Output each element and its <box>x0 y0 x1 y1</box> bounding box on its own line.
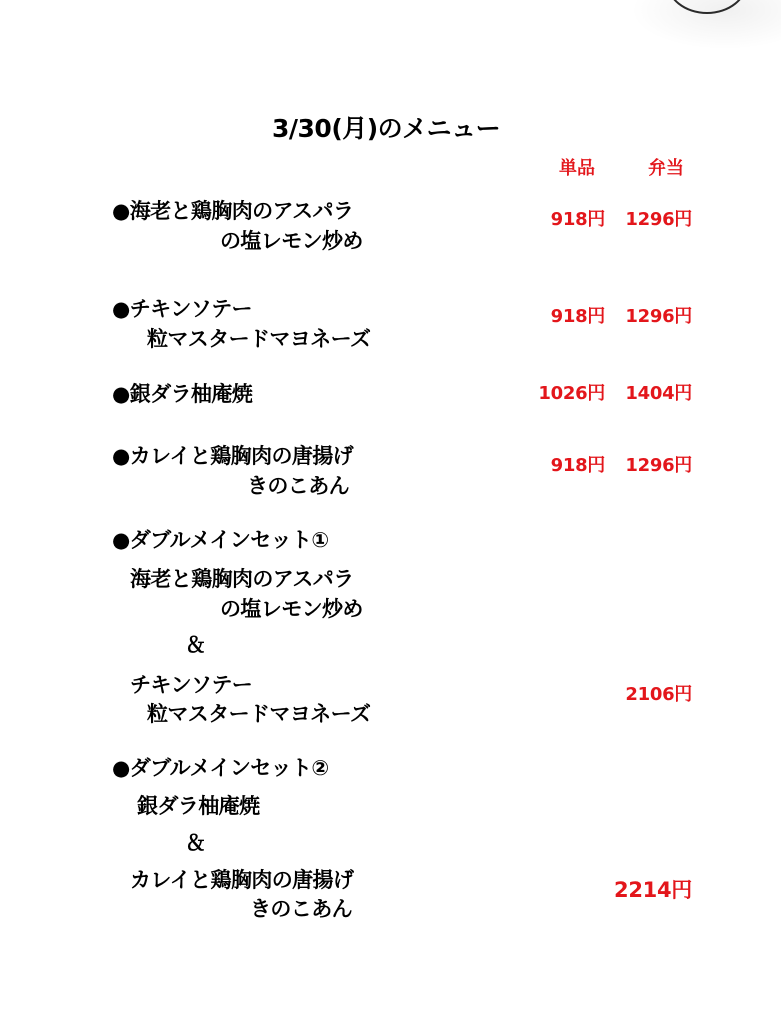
set-price: 2106円 <box>625 684 692 705</box>
menu-item-name: ●チキンソテー <box>112 297 252 321</box>
set-price: 2214円 <box>614 878 692 902</box>
single-price: 918円 <box>550 455 605 476</box>
bento-price: 1296円 <box>625 209 692 230</box>
menu-item-name: ●カレイと鶏胸肉の唐揚げ <box>112 444 354 468</box>
set-heading: ●ダブルメインセット② <box>112 756 329 780</box>
single-price: 918円 <box>550 306 605 327</box>
set-dish-a: 銀ダラ柚庵焼 <box>137 794 260 818</box>
set-dish-b: チキンソテー <box>130 673 253 697</box>
set-dish-b-cont: 粒マスタードマヨネーズ <box>147 702 371 726</box>
set-dish-a-cont: の塩レモン炒め <box>220 597 363 621</box>
menu-item-name: ●海老と鶏胸肉のアスパラ <box>112 199 354 223</box>
set-dish-b-cont: きのこあん <box>250 897 352 921</box>
set-dish-a: 海老と鶏胸肉のアスパラ <box>130 567 354 591</box>
ampersand: ＆ <box>185 831 206 855</box>
bento-price: 1296円 <box>625 306 692 327</box>
ampersand: ＆ <box>185 633 206 657</box>
menu-title: 3/30(月)のメニュー <box>272 114 501 143</box>
menu-item-name-cont: の塩レモン炒め <box>220 229 363 253</box>
single-price: 918円 <box>550 209 605 230</box>
bento-price: 1404円 <box>625 383 692 404</box>
bento-price: 1296円 <box>625 455 692 476</box>
menu-item-name-cont: きのこあん <box>247 474 349 498</box>
menu-item-name: ●銀ダラ柚庵焼 <box>112 382 253 406</box>
set-heading: ●ダブルメインセット① <box>112 528 329 552</box>
menu-item-name-cont: 粒マスタードマヨネーズ <box>147 327 371 351</box>
single-price: 1026円 <box>538 383 605 404</box>
bento-price-header: 弁当 <box>648 158 684 179</box>
single-price-header: 単品 <box>559 158 595 179</box>
set-dish-b: カレイと鶏胸肉の唐揚げ <box>130 868 354 892</box>
